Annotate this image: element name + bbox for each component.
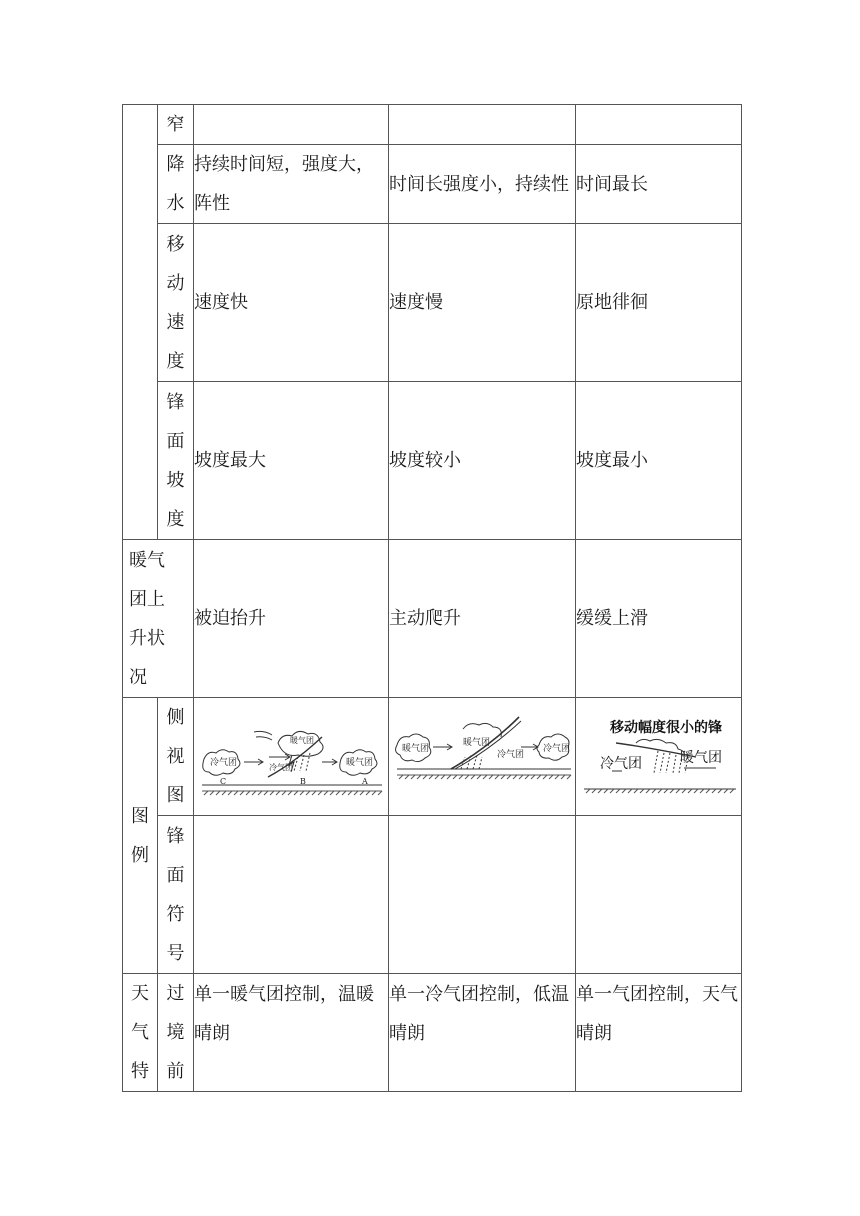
warm-air-top-label: 暖气团 [463,737,491,748]
table-row-front-symbol [123,816,742,974]
cold-air-mid-label: 冷气团 [269,762,293,772]
warm-air-label: 暖气团 [346,757,374,768]
table-row-slope [123,382,742,540]
warm-front-diagram [389,707,575,807]
point-a-label: A [362,776,368,786]
stationary-caption: 移动幅度很小的锋 [610,719,722,736]
cell-speed-cold: 速度快 [194,224,389,382]
stationary-front-diagram [576,707,741,807]
cell-precip-stationary: 时间最长 [576,145,742,224]
cell-before-cold: 单一暖气团控制，温暖晴朗 [194,974,389,1092]
row-label-side-view: 侧视图 [158,698,194,816]
cold-front-diagram-cell [194,698,389,816]
cold-air-mid-label: 冷气团 [497,749,525,760]
cell-slope-cold: 坡度最大 [194,382,389,540]
cold-air-label: 冷气团 [210,757,238,768]
cell-rise-stationary: 缓缓上滑 [576,540,742,698]
warm-air-top-label: 暖气团 [290,735,314,745]
cell-precip-cold: 持续时间短，强度大，阵性 [194,145,389,224]
cold-air-label: 冷气团 [600,755,642,772]
row-label-weather: 天气特 [123,974,158,1092]
row-label-speed: 移动速度 [158,224,194,382]
row-label-rise: 暖气团上升状况 [123,540,194,698]
cell-before-warm: 单一冷气团控制，低温晴朗 [389,974,576,1092]
row-label-precip: 降水 [158,145,194,224]
arrow-3-icon [322,759,337,765]
cell-speed-stationary: 原地徘徊 [576,224,742,382]
warm-front-diagram-cell [389,698,576,816]
cloud-top-icon [463,723,501,737]
table-row-precip [123,145,742,224]
table-row-side-view [123,698,742,816]
row-label-slope: 锋面坡度 [158,382,194,540]
cell-precip-warm: 时间长强度小，持续性 [389,145,576,224]
cell-before-stationary: 单一气团控制，天气晴朗 [576,974,742,1092]
warm-air-label: 暖气团 [680,749,722,766]
warm-air-label: 暖气团 [402,743,430,754]
row-label-front-symbol: 锋面符号 [158,816,194,974]
table-row-narrow [123,105,742,145]
front-comparison-table [122,104,742,1092]
cold-air-label: 冷气团 [543,743,571,754]
point-c-label: C [220,776,227,786]
stationary-front-diagram-cell [576,698,742,816]
row-label-narrow: 窄 [158,105,194,145]
cloud-icon [636,739,684,757]
ground-hatch [586,789,734,793]
row-label-before: 过境前 [158,974,194,1092]
arrow-2-icon [269,754,290,760]
cell-speed-warm: 速度慢 [389,224,576,382]
ground-hatch [202,791,382,795]
row-label-legend: 图例 [123,698,158,974]
cell-rise-warm: 主动爬升 [389,540,576,698]
table-row-rise [123,540,742,698]
cell-slope-stationary: 坡度最小 [576,382,742,540]
table-row-speed [123,224,742,382]
ground-hatch [397,775,571,779]
arrow-1-icon [433,744,452,750]
table-row-weather-before [123,974,742,1092]
cell-slope-warm: 坡度较小 [389,382,576,540]
point-b-label: B [300,776,306,786]
cold-front-diagram [194,707,388,807]
blank-group-cell [123,105,158,540]
wind-lines [254,731,272,740]
arrow-1-icon [244,759,263,765]
cell-rise-cold: 被迫抬升 [194,540,389,698]
